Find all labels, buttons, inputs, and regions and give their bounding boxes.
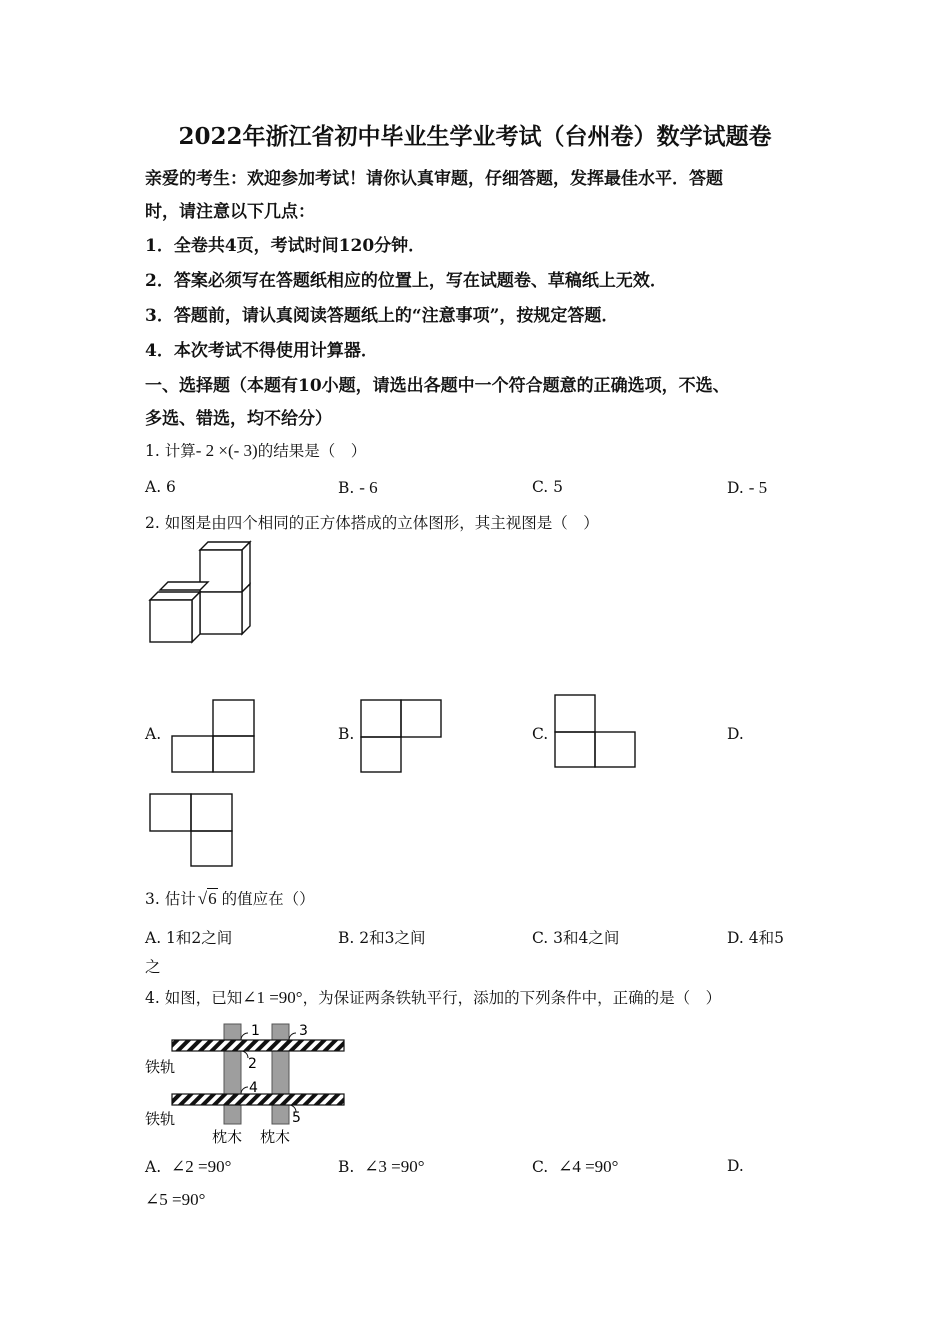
q4-prefix: 4. 如图，已知 (145, 989, 243, 1007)
q3-option-a[interactable]: A. 1和2之间 (145, 929, 233, 947)
sleeper-label-right: 枕木 (260, 1128, 291, 1146)
rail-top (172, 1040, 344, 1051)
q4-option-a-label: A. (145, 1158, 162, 1176)
sleeper-label-left: 枕木 (212, 1128, 243, 1146)
q4-option-b-value: ∠3 =90° (364, 1157, 425, 1176)
angle-2-arc (241, 1051, 248, 1058)
q4-option-c-value: ∠4 =90° (558, 1157, 619, 1176)
q1-option-a[interactable]: A. 6 (145, 478, 176, 496)
q2-cube-figure (146, 538, 258, 646)
q2-option-b[interactable]: B. (338, 725, 355, 743)
q1-option-b-value: - 6 (359, 478, 378, 497)
q3-option-d[interactable]: D. 4和5 (727, 929, 784, 947)
q1-option-c[interactable]: C. 5 (532, 478, 564, 496)
q1-option-d[interactable] (727, 478, 767, 498)
angle-label-3: 3 (299, 1023, 308, 1039)
q1-option-d-label: D. (727, 479, 744, 497)
sleeper-left (224, 1024, 241, 1124)
angle-3-arc (289, 1033, 296, 1040)
rail-label-bottom: 铁轨 (145, 1110, 176, 1128)
q1-option-d-value: - 5 (748, 478, 768, 497)
angle-label-5: 5 (292, 1110, 301, 1126)
q3-radicand: 6 (208, 889, 217, 908)
q4-option-a[interactable] (145, 1157, 231, 1177)
q3-sqrt-expression (198, 889, 218, 909)
q3-option-c[interactable]: C. 3和4之间 (532, 929, 620, 947)
q4-suffix: ，为保证两条铁轨平行，添加的下列条件中，正确的是（ ） (302, 989, 722, 1007)
q4-condition: ∠1 =90° (242, 988, 303, 1007)
q1-option-b[interactable] (338, 478, 378, 498)
q4-option-b[interactable] (338, 1157, 425, 1177)
q4-option-d-math: ∠5 =90° (145, 1190, 206, 1209)
q2-option-b-figure[interactable] (359, 698, 443, 776)
q3-prefix: 3. 估计 (145, 890, 196, 908)
q4-option-b-label: B. (338, 1158, 355, 1176)
q2-option-a-figure[interactable] (170, 698, 258, 776)
q1-expression: - 2 ×(- 3) (195, 441, 258, 460)
q2-option-a[interactable]: A. (145, 725, 162, 743)
note-3: 3．答题前，请认真阅读答题纸上的“注意事项”，按规定答题． (145, 306, 619, 326)
note-1: 1．全卷共4页，考试时间120分钟． (145, 236, 426, 256)
question-4 (145, 986, 721, 1008)
q4-option-d[interactable]: D. (727, 1157, 744, 1175)
q3-option-d-wrap: 之 (145, 958, 161, 976)
q3-suffix: 的值应在（） (221, 890, 315, 908)
intro-line-2: 时，请注意以下几点： (145, 202, 315, 222)
rail-label-top: 铁轨 (145, 1058, 176, 1076)
intro-line-1: 亲爱的考生：欢迎参加考试！请你认真审题，仔细答题，发挥最佳水平．答题 (145, 169, 723, 189)
sqrt-symbol-icon: √ (197, 889, 208, 908)
angle-4-arc (241, 1087, 248, 1094)
section-heading-line-2: 多选、错选，均不给分） (145, 409, 332, 429)
q4-option-a-value: ∠2 =90° (170, 1157, 232, 1176)
question-2: 2. 如图是由四个相同的正方体搭成的立体图形，其主视图是（ ） (145, 514, 599, 532)
section-heading-line-1: 一、选择题（本题有10小题，请选出各题中一个符合题意的正确选项，不选、 (145, 376, 730, 396)
note-4: 4．本次考试不得使用计算器． (145, 341, 378, 361)
sleeper-right (272, 1024, 289, 1124)
q2-option-d-figure[interactable] (148, 792, 236, 870)
q3-option-b[interactable]: B. 2和3之间 (338, 929, 426, 947)
q4-option-d-value (145, 1190, 205, 1210)
q4-option-c-label: C. (532, 1158, 549, 1176)
angle-1-arc (241, 1033, 248, 1040)
q4-option-c[interactable] (532, 1157, 618, 1177)
q2-option-c[interactable]: C. (532, 725, 549, 743)
q1-prefix: 1. 计算 (145, 442, 196, 460)
angle-label-2: 2 (248, 1056, 257, 1072)
q1-suffix: 的结果是（ ） (257, 442, 367, 460)
q2-option-d[interactable]: D. (727, 725, 744, 743)
angle-label-1: 1 (251, 1023, 260, 1039)
question-1 (145, 439, 366, 461)
page-title: 2022年浙江省初中毕业生学业考试（台州卷）数学试题卷 (178, 123, 772, 150)
q2-option-c-figure[interactable] (553, 693, 639, 771)
angle-label-4: 4 (249, 1080, 258, 1096)
question-3 (145, 887, 315, 909)
q1-option-b-label: B. (338, 479, 355, 497)
rail-bottom (172, 1094, 344, 1105)
q4-rail-figure (140, 1018, 350, 1148)
note-2: 2．答案必须写在答题纸相应的位置上，写在试题卷、草稿纸上无效． (145, 271, 667, 291)
